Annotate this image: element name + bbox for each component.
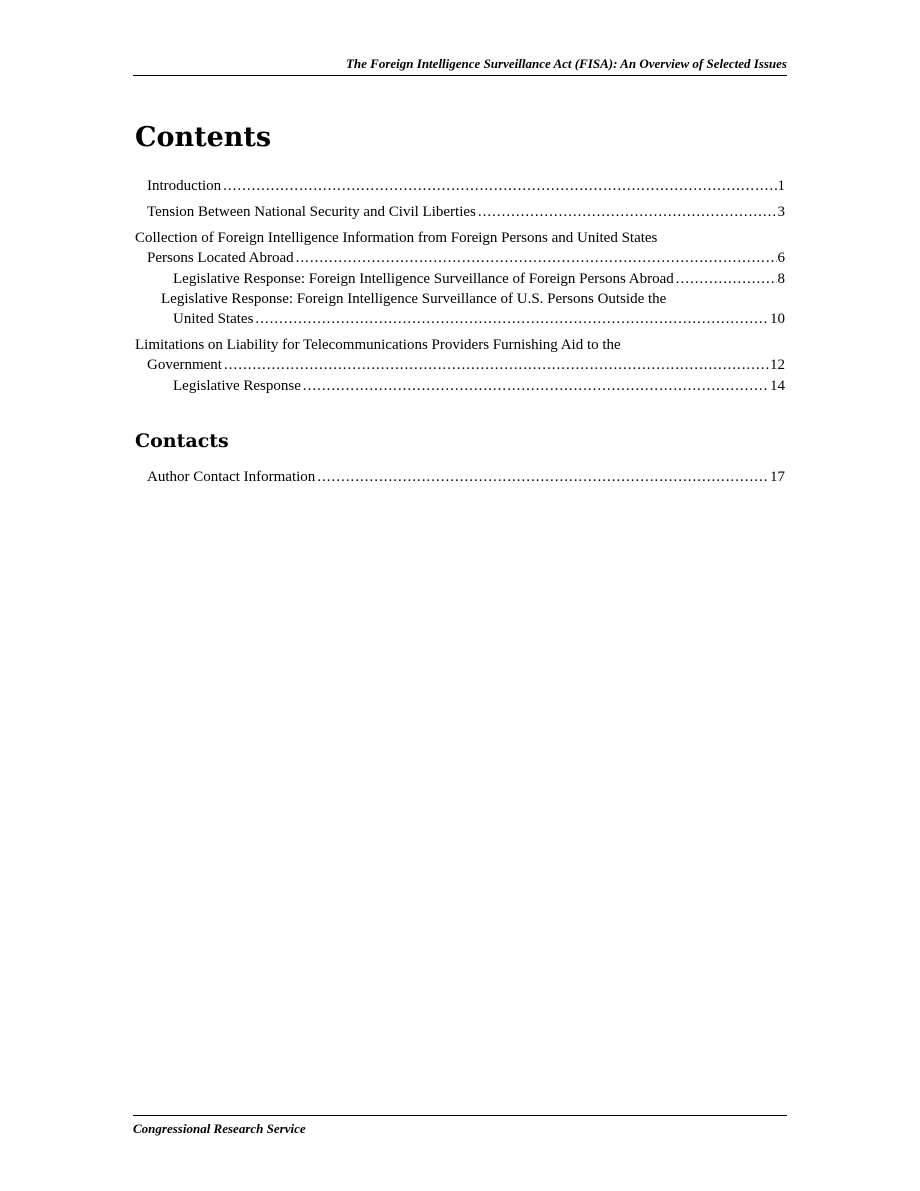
toc-entry-title: Persons Located Abroad xyxy=(147,250,294,266)
dot-leader xyxy=(223,176,776,196)
toc-page-number: 1 xyxy=(777,178,785,194)
toc-page-number: 10 xyxy=(770,311,785,327)
toc-entry-title: Legislative Response xyxy=(173,378,301,394)
toc-entry-title-line: Limitations on Liability for Telecommunications Providers Furnishing Aid to the xyxy=(135,337,621,353)
toc-entry-title: Author Contact Information xyxy=(147,469,316,485)
toc-entry-collection[interactable] xyxy=(135,228,785,268)
toc-page-number: 12 xyxy=(770,357,785,373)
toc-page-number: 6 xyxy=(777,250,785,266)
toc-entry-legislative-response-foreign-persons[interactable] xyxy=(135,269,785,289)
contacts-list xyxy=(135,467,785,487)
contents-heading: Contents xyxy=(135,122,272,153)
toc-entry-title: Government xyxy=(147,357,222,373)
toc-entry-author-contact[interactable] xyxy=(135,467,785,487)
dot-leader xyxy=(676,269,777,289)
contacts-heading: Contacts xyxy=(135,430,229,452)
toc-entry-title-line: Legislative Response: Foreign Intelligence Surveillance of U.S. Persons Outside the xyxy=(161,291,667,307)
running-header: The Foreign Intelligence Surveillance Act (FISA): An Overview of Selected Issues xyxy=(133,56,787,76)
toc-entry-title-line: Collection of Foreign Intelligence Information from Foreign Persons and United States xyxy=(135,230,658,246)
toc-page-number: 17 xyxy=(770,469,785,485)
dot-leader xyxy=(255,309,769,329)
toc-entry-title: Tension Between National Security and Civil Liberties xyxy=(147,204,476,220)
dot-leader xyxy=(224,355,769,375)
toc-entry-title: Introduction xyxy=(147,178,222,194)
toc-entry-legislative-response-us-persons[interactable] xyxy=(135,289,785,329)
toc-page-number: 14 xyxy=(770,378,785,394)
toc-entry-title: United States xyxy=(173,311,254,327)
dot-leader xyxy=(303,376,769,396)
dot-leader xyxy=(317,467,769,487)
toc-entry-introduction[interactable] xyxy=(135,176,785,196)
toc-entry-tension[interactable] xyxy=(135,202,785,222)
running-footer: Congressional Research Service xyxy=(133,1115,787,1137)
dot-leader xyxy=(296,248,777,268)
table-of-contents xyxy=(135,176,785,396)
toc-entry-legislative-response[interactable] xyxy=(135,376,785,396)
toc-entry-title: Legislative Response: Foreign Intelligence Surveillance of Foreign Persons Abroad xyxy=(173,271,674,287)
toc-entry-limitations[interactable] xyxy=(135,335,785,375)
toc-page-number: 8 xyxy=(777,271,785,287)
dot-leader xyxy=(478,202,777,222)
toc-page-number: 3 xyxy=(777,204,785,220)
